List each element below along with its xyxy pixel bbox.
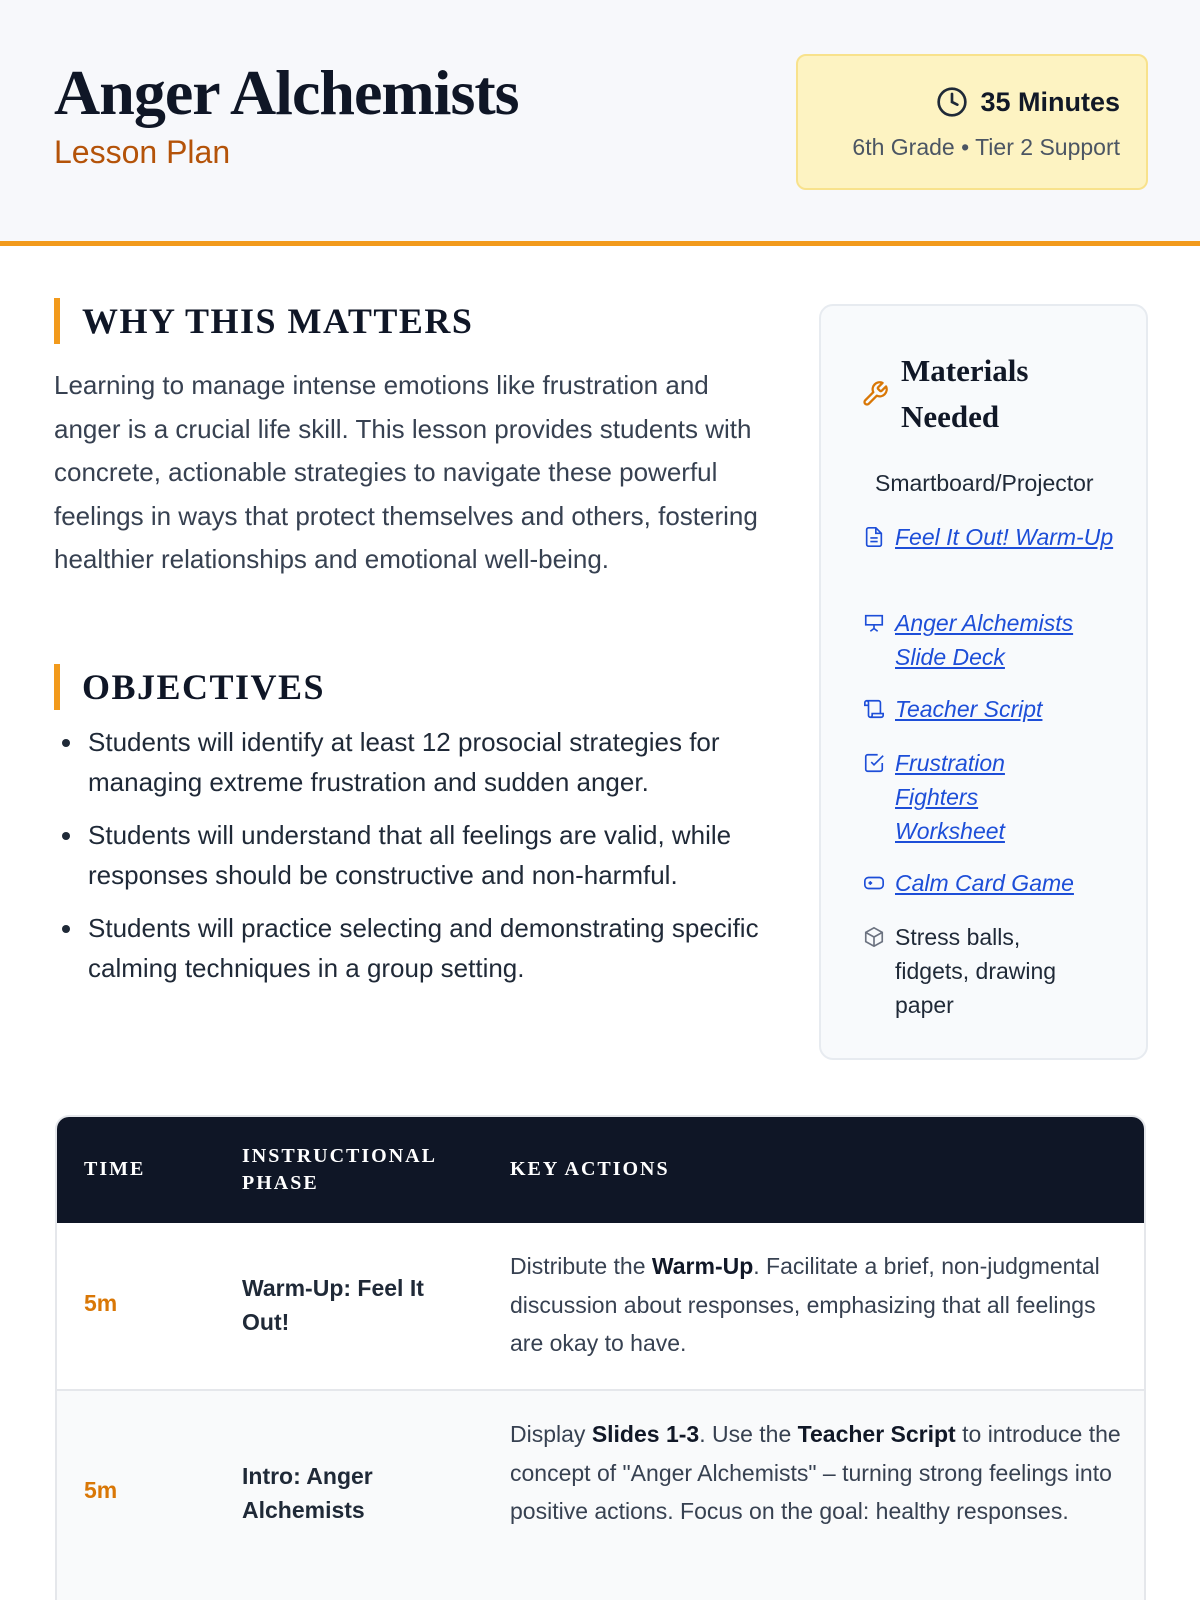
material-item[interactable] [863,866,1123,900]
material-label: Stress balls, fidgets, drawing paper [895,924,1057,1018]
gamepad-icon [863,872,885,894]
materials-heading: Materials Needed [901,353,1029,434]
action-text: Display [510,1421,592,1447]
row-actions [510,1415,1125,1531]
action-text: . Facilitate a brief, non-judgmental discussion about responses, emphasizing that all feelings are okay to have. [510,1253,1100,1356]
wrench-icon [861,380,889,408]
action-emphasis: Warm-Up [651,1253,754,1279]
material-item [863,920,1093,1022]
action-emphasis: Slides 1-3 [591,1421,700,1447]
table-row [57,1223,1144,1391]
column-header-actions: KEY ACTIONS [510,1158,670,1180]
table-header [57,1117,1144,1223]
column-header-time: TIME [84,1158,146,1180]
material-item[interactable] [863,606,1123,674]
row-actions [510,1247,1125,1363]
duration [936,86,1120,118]
objective-item: Students will practice selecting and demonstrating specific calming techniques in a group setting. [54,908,764,988]
row-phase: Intro: Anger Alchemists [242,1463,373,1523]
material-link-worksheet[interactable]: Frustration Fighters Worksheet [895,750,1005,844]
material-item [875,466,1094,500]
column-header-phase: INSTRUCTIONAL PHASE [242,1145,436,1194]
scroll-icon [863,698,885,720]
material-link-warmup[interactable]: Feel It Out! Warm-Up [895,524,1114,550]
clock-icon [936,86,968,118]
materials-card [819,304,1148,1060]
why-text: Learning to manage intense emotions like frustration and anger is a crucial life skill. This lesson provides students with concrete, actionable strategies to navigate these powerful feelings in ways that protect themselves and others, fostering healthier relationships and emotional well-being. [54,370,758,574]
material-link-game[interactable]: Calm Card Game [895,870,1074,896]
material-link-slides[interactable]: Anger Alchemists Slide Deck [895,610,1074,670]
table-row [57,1391,1144,1600]
duration-label: 35 Minutes [980,86,1120,117]
grade-tier-label: 6th Grade • Tier 2 Support [852,134,1120,160]
materials-header [861,348,1071,440]
action-text: to introduce the concept of "Anger Alchemists" – turning strong feelings into positive actions. Focus on the goal: healthy responses. [510,1421,1121,1524]
page-title: Anger Alchemists [54,57,519,128]
material-item[interactable] [863,520,1123,554]
document-icon [863,526,885,548]
material-link-script[interactable]: Teacher Script [895,696,1043,722]
action-emphasis: Teacher Script [797,1421,956,1447]
objectives-list [54,722,764,1001]
why-heading: WHY THIS MATTERS [54,298,473,344]
row-time: 5m [84,1477,118,1503]
cube-icon [863,926,885,948]
material-item[interactable] [863,746,1063,848]
presentation-icon [863,612,885,634]
lesson-schedule-table [55,1115,1146,1600]
material-item[interactable] [863,692,1123,726]
checklist-icon [863,752,885,774]
action-text: Distribute the [510,1253,652,1279]
row-phase: Warm-Up: Feel It Out! [242,1275,424,1335]
page-header [0,0,1200,246]
page-subtitle: Lesson Plan [54,134,231,170]
objective-item: Students will identify at least 12 prosocial strategies for managing extreme frustration and sudden anger. [54,722,764,802]
objectives-heading: OBJECTIVES [54,664,325,710]
objective-item: Students will understand that all feelings are valid, while responses should be constructive and non-harmful. [54,815,764,895]
lesson-meta-badge [796,54,1148,190]
row-time: 5m [84,1290,118,1316]
material-label: Smartboard/Projector [875,470,1094,496]
action-text: . Use the [699,1421,798,1447]
